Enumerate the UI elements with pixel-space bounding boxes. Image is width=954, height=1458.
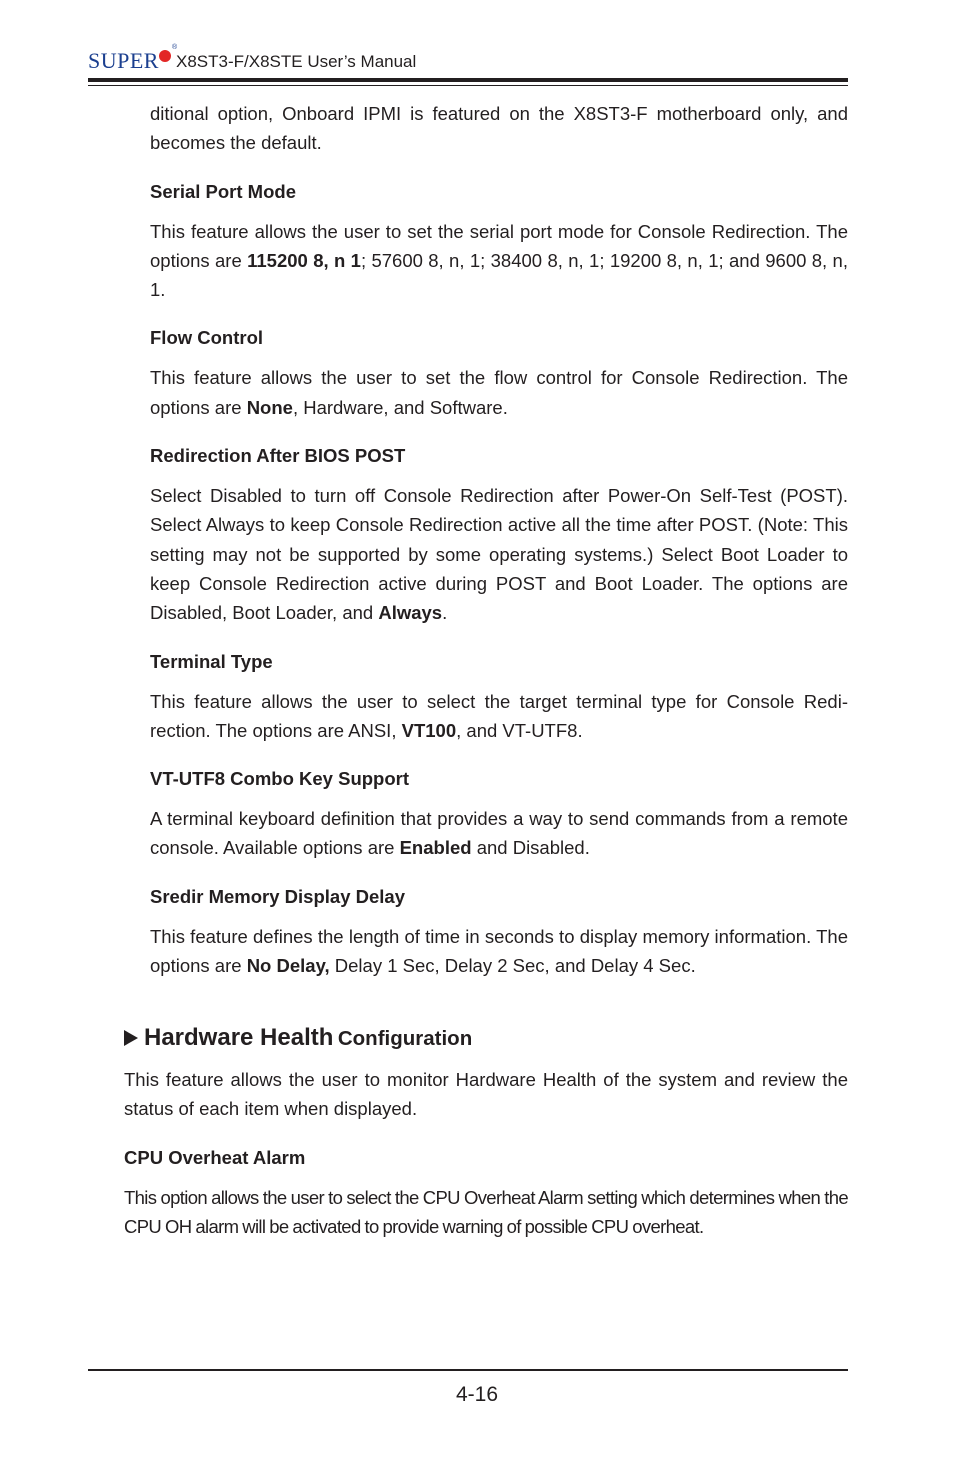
triangle-right-icon [124, 1030, 138, 1046]
main-content [150, 99, 848, 980]
paragraph-hardware-health: This feature allows the user to monitor Hardware Health of the system and review the status of each item when displayed. [124, 1069, 848, 1120]
paragraph-vt-utf8-combo: A terminal keyboard definition that provides a way to send commands from a remote console. Available options are Enabled and Disabled. [150, 808, 848, 859]
manual-title: X8ST3-F/X8STE User’s Manual [176, 52, 417, 71]
heading-redirection-after-post: Redirection After BIOS POST [150, 445, 406, 467]
heading-terminal-type: Terminal Type [150, 650, 273, 672]
default-option: None [246, 396, 293, 418]
paragraph-sredir-delay: This feature defines the length of time in seconds to display memory information. The options are No Delay, Delay 1 Sec, Delay 2 Sec, and Delay 4 Sec. [150, 925, 848, 977]
section-title-hardware-health: Hardware Health Configuration [124, 1024, 472, 1052]
page-header [88, 44, 848, 78]
header-rule-thick [88, 78, 848, 82]
header-rule-thin [88, 85, 848, 86]
default-option: Always [378, 602, 443, 624]
logo-dot-icon [159, 50, 171, 62]
logo-text: SUPER [88, 48, 159, 73]
heading-vt-utf8-combo: VT-UTF8 Combo Key Support [150, 768, 409, 790]
paragraph-flow-control: This feature allows the user to set the flow control for Console Redirection. The options are None, Hardware, and Software. [150, 367, 848, 418]
paragraph-terminal-type: This feature allows the user to select the target terminal type for Console Redi-rection. The options are ANSI, VT100, and VT-UTF8. [150, 690, 848, 741]
paragraph-redirection-after-post: Select Disabled to turn off Console Redirection after Power-On Self-Test (POST). Select Always to keep Console Redirection active all the time after POST. (Note: This setting may not be supported by some operating systems.) Select Boot Loader to keep Console Redirection active during POST and Boot Loader. The options are Disabled, Boot Loader, and Always. [150, 485, 848, 624]
registered-mark-icon: ® [172, 44, 178, 51]
footer-rule [88, 1369, 848, 1371]
heading-serial-port-mode: Serial Port Mode [150, 180, 296, 202]
heading-flow-control: Flow Control [150, 327, 264, 349]
intro-paragraph: ditional option, Onboard IPMI is featured on the X8ST3-F motherboard only, and becomes the default. [150, 103, 848, 154]
page-number: 4-16 [455, 1383, 499, 1406]
supermicro-logo [88, 48, 159, 74]
hardware-health-content [124, 1065, 848, 1241]
default-option: 115200 8, n 1 [247, 249, 361, 271]
heading-cpu-overheat-alarm: CPU Overheat Alarm [124, 1146, 306, 1168]
paragraph-cpu-overheat-alarm: This option allows the user to select the CPU Overheat Alarm setting which determines when the CPU OH alarm will be activated to provide warning of possible CPU overheat. [124, 1186, 848, 1237]
default-option: VT100 [401, 719, 457, 741]
default-option: Enabled [399, 837, 472, 859]
default-option: No Delay, [246, 955, 330, 977]
heading-sredir-delay: Sredir Memory Display Delay [150, 885, 405, 907]
paragraph-serial-port-mode: This feature allows the user to set the serial port mode for Console Redirection. The options are 115200 8, n 1; 57600 8, n, 1; 38400 8, n, 1; 19200 8, n, 1; and 9600 8, n, 1. [150, 220, 848, 301]
